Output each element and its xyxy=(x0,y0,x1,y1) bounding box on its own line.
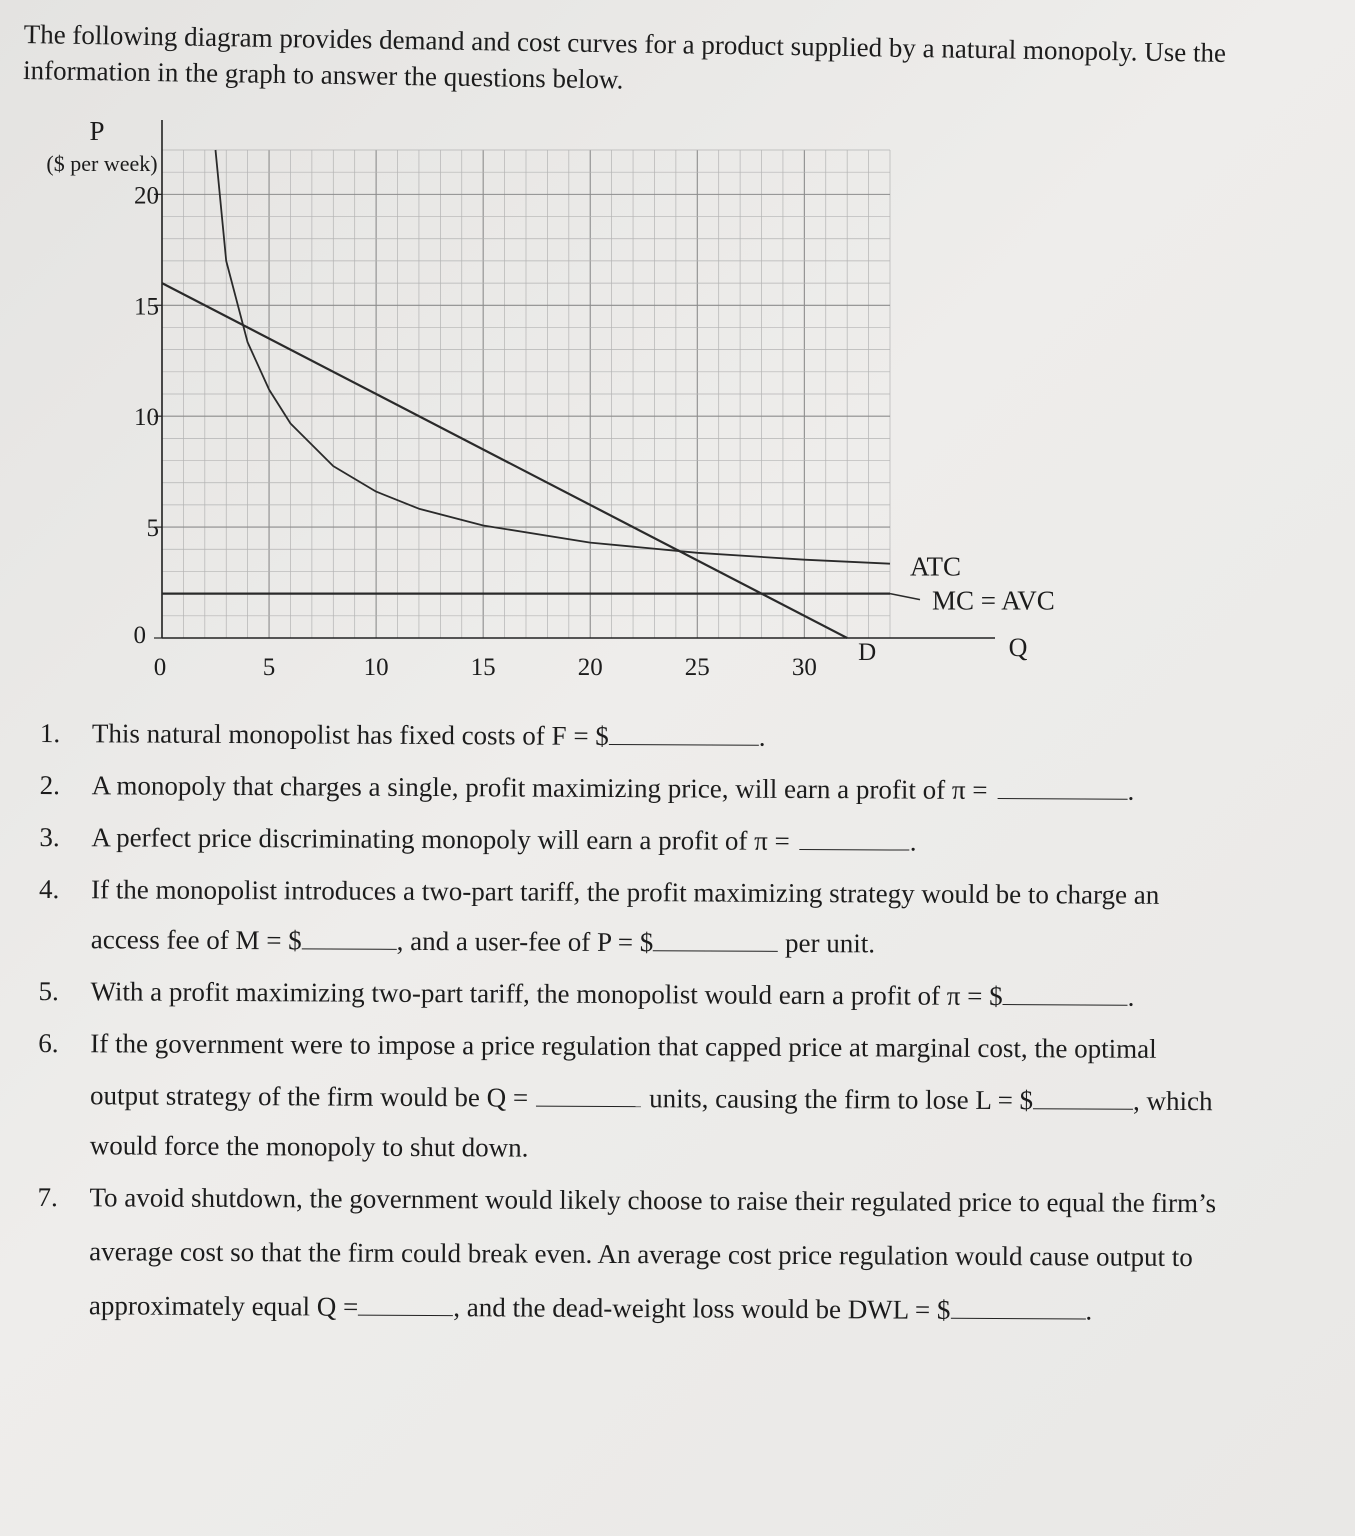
quantity-blank[interactable] xyxy=(536,1086,641,1108)
chart-axes xyxy=(162,120,995,638)
y-tick-label: 10 xyxy=(134,404,159,432)
question-number: 6. xyxy=(38,1027,59,1059)
question-text: would force the monopoly to shut down. xyxy=(89,1130,529,1163)
question-text-end: . xyxy=(1127,981,1135,1012)
answer-blank[interactable] xyxy=(800,829,910,851)
question-text: If the monopolist introduces a two-part tariff, the profit maximizing strategy would be to charge an xyxy=(91,874,1160,910)
y-tick-label: 20 xyxy=(134,182,159,210)
question-text: , and the dead-weight loss would be DWL = $ xyxy=(453,1292,951,1325)
question-text: . xyxy=(1085,1295,1093,1326)
question-4-line-2 xyxy=(91,924,875,959)
question-7 xyxy=(37,1182,1216,1219)
question-text: , which xyxy=(1133,1085,1213,1117)
question-6 xyxy=(38,1028,1157,1065)
question-text: per unit. xyxy=(784,927,876,959)
question-text: This natural monopolist has fixed costs of F = $ xyxy=(91,718,609,751)
question-2 xyxy=(40,770,1135,807)
question-7-line-2 xyxy=(89,1236,1193,1273)
question-number: 1. xyxy=(39,718,61,749)
x-tick-label: 30 xyxy=(791,654,817,681)
series-label-d: D xyxy=(858,639,877,666)
chart xyxy=(0,100,1120,700)
answer-blank[interactable] xyxy=(1003,984,1128,1006)
question-text: To avoid shutdown, the government would likely choose to raise their regulated price to equal the firm’s xyxy=(89,1182,1217,1219)
series-label-mc-avc: MC = AVC xyxy=(932,585,1055,616)
x-tick-label: 0 xyxy=(153,654,167,681)
user-fee-blank[interactable] xyxy=(653,930,778,952)
y-axis-unit: ($ per week) xyxy=(46,151,158,176)
question-text: approximately equal Q = xyxy=(88,1290,359,1322)
question-text: access fee of M = $ xyxy=(90,924,302,956)
x-tick-label: 5 xyxy=(262,654,276,681)
answer-blank[interactable] xyxy=(609,724,759,746)
curve-atc xyxy=(216,150,891,564)
question-text: units, causing the firm to lose L = $ xyxy=(649,1083,1034,1116)
mc-label-leader xyxy=(890,594,920,600)
question-text-end: . xyxy=(1127,775,1135,806)
questions-list xyxy=(37,718,1330,1326)
question-7-line-3 xyxy=(89,1290,1092,1326)
series-label-atc: ATC xyxy=(910,551,962,582)
x-tick-label: 15 xyxy=(470,654,496,681)
x-axis-label: Q xyxy=(1008,633,1028,662)
x-tick-label: 20 xyxy=(577,654,603,681)
question-6-line-2 xyxy=(90,1080,1213,1117)
question-text: average cost so that the firm could break even. An average cost price regulation would cause output to xyxy=(89,1236,1193,1273)
question-text: A perfect price discriminating monopoly will earn a profit of π = xyxy=(91,822,790,856)
y-tick-label: 0 xyxy=(133,622,146,649)
question-text: , and a user-fee of P = $ xyxy=(396,925,654,958)
access-fee-blank[interactable] xyxy=(302,928,397,949)
answer-blank[interactable] xyxy=(997,778,1127,800)
quantity-blank[interactable] xyxy=(358,1295,453,1316)
intro-text: The following diagram provides demand and cost curves for a product supplied by a natural monopoly. Use the information in the graph to answer the questions below. xyxy=(22,18,1227,95)
chart-labels xyxy=(46,116,1054,666)
question-text: With a profit maximizing two-part tariff, the monopolist would earn a profit of π = $ xyxy=(90,976,1003,1012)
x-tick-label: 10 xyxy=(363,654,389,681)
dwl-blank[interactable] xyxy=(950,1298,1085,1320)
loss-blank[interactable] xyxy=(1033,1088,1133,1110)
question-text-end: . xyxy=(758,721,766,752)
y-tick-label: 5 xyxy=(146,515,159,543)
question-6-line-3 xyxy=(90,1130,529,1163)
question-5 xyxy=(38,976,1134,1013)
x-tick-label: 25 xyxy=(684,654,710,681)
question-text-end: . xyxy=(909,826,917,857)
question-text: If the government were to impose a price regulation that capped price at marginal cost, the optimal xyxy=(90,1028,1157,1064)
question-number: 2. xyxy=(39,769,60,801)
question-text: A monopoly that charges a single, profit maximizing price, will earn a profit of π = xyxy=(91,770,988,805)
question-number: 3. xyxy=(39,821,60,853)
y-tick-label: 15 xyxy=(134,293,159,321)
question-number: 5. xyxy=(38,975,59,1007)
chart-ticks xyxy=(134,182,817,681)
question-4 xyxy=(39,874,1159,911)
question-3 xyxy=(39,822,916,858)
question-number: 4. xyxy=(39,873,60,905)
y-axis-label: P xyxy=(89,116,105,146)
question-number: 7. xyxy=(37,1181,58,1213)
question-text: output strategy of the firm would be Q = xyxy=(89,1080,529,1113)
question-1 xyxy=(40,718,766,753)
